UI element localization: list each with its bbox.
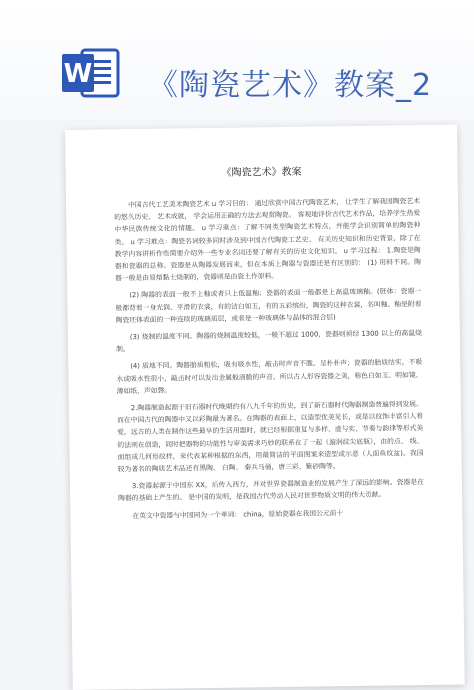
paragraph: 2.陶器制造起源于旧石器时代晚期约有八九千年的历史，到了新石器时代陶器制造普遍得到发展。而在中国古代的陶器中又以彩陶最为著名。在陶器的表面上，以造型优美见长，或是以纹饰丰富引人着爱。远古的人类在制作这些最早的生活用器时，就已经根据重复与多样、虚与实、节奏与韵律等形式美的法则在创造，同时把器物的功能性与审美需求巧妙的联系在了一起（漩涡纹尖底瓶），由的点、 线、面组成几何形纹样，来代表某种根据的东西，用最简洁的平面图案来造型或示意（人面鱼纹盆)。我国较为著名的陶质艺术品还有黑陶、 白陶、 秦兵马俑，唐三彩、紫砂陶等。 <box>117 400 424 474</box>
word-icon-letter: W <box>63 59 93 89</box>
paragraph: 3.瓷器起源于中国东 XX，后传入西方，并对世界瓷器制造业的发展产生了深远的影响。瓷器是在陶器的基础上产生的。 是中国的发明，是我国古代劳动人民对世界物质文明的伟大贡献。 <box>118 478 425 503</box>
paragraph: 中国古代工艺美术陶瓷艺术 u 学习目的： 通过欣赏中国古代陶瓷艺术， 让学生了解我国陶瓷艺术的悠久历史、 艺术成就， 学会运用正确的方法去观赏陶瓷。 客观地评价古代艺术作品，培养学生热爱中华民族传统文化的情趣。 u 学习重点：了解不同类型陶瓷艺术特点，并能学会识别简单的陶瓷种类。 u 学习难点：陶瓷名词较多同时涉及到中国古代陶瓷工艺史、 有关历史知识和历史背景，除了在教学内容讲析作些简要介绍外一些专业名词还要了解有关的历史文化知识。 u 学习过程： 1.陶瓷是陶器和瓷器的总称。瓷器是从陶器发展而来，但在本质上陶器与瓷器还是有区别的： (1) 用料不同。陶器一般是由易熔黏土烧制的，瓷器则是由瓷土作原料。 <box>114 197 421 283</box>
word-document-icon <box>62 46 122 100</box>
document-title: 《陶瓷艺术》教案 <box>221 166 302 179</box>
document-body <box>114 195 425 527</box>
paragraph: (4) 质地不同。陶器胎质粗松，吸有吸水性，敲击时声音不脆。呈朴朴声；瓷器的胎质结实，不吸水或吸水性很小，敲击时可以发出金属般清脆的声音。所以古人形容瓷器之美，称色白如玉、明如镜、薄如纸、声如磬。 <box>116 358 423 396</box>
document-page <box>65 125 465 690</box>
banner-title: 《陶瓷艺术》教案_2 <box>148 68 433 103</box>
paragraph: (3) 烧制的温度不同。陶器的烧制温度较低，一般不超过 1000，瓷器则须经 1300 以上的高温烧制。 <box>116 329 422 354</box>
paragraph: (2) 陶器的表面一般不上釉或者只上低温釉；瓷器的表面一般都是上高温玻璃釉。(胚体：瓷器一般都背着一身光润、平滑的衣裳，有的洁白如玉，有的五彩缤纷，陶瓷的这种衣裳，名叫釉。釉是附着陶瓷坯体表面的一种连续的玻璃质层，或者是一种玻璃体与晶体的混合层) <box>115 287 422 325</box>
paragraph: 在英文中瓷器与中国同为一个单词： china，原始瓷器在我国公元前十 <box>132 508 344 520</box>
banner <box>0 0 474 120</box>
